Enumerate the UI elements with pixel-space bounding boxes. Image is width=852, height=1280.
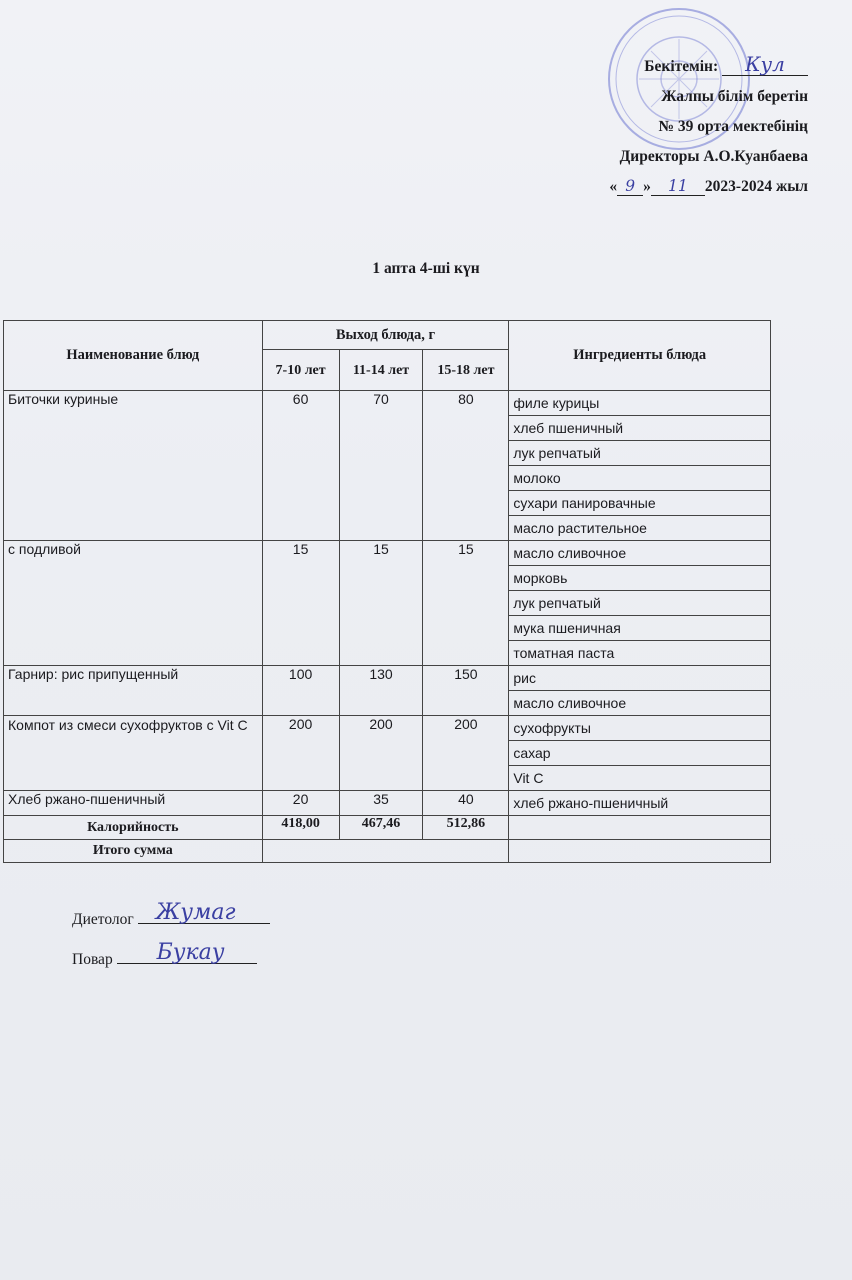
ingredient: хлеб пшеничный [509,416,771,441]
dish-yield-11-14: 70 [339,391,423,541]
dish-yield-15-18: 15 [423,541,509,666]
dish-yield-7-10: 200 [262,716,339,791]
date-quote-close: » [643,178,651,195]
ingredient: сухофрукты [509,716,771,741]
calories-7-10: 418,00 [262,816,339,840]
dish-yield-7-10: 20 [262,791,339,816]
dish-yield-15-18: 200 [423,716,509,791]
ingredient: лук репчатый [509,441,771,466]
dish-yield-7-10: 100 [262,666,339,716]
table-row [4,716,771,741]
dish-yield-15-18: 40 [423,791,509,816]
dish-name: с подливой [4,541,263,666]
ingredient: хлеб ржано-пшеничный [509,791,771,816]
cook-signature-row [72,940,270,980]
dish-yield-11-14: 130 [339,666,423,716]
ingredient: Vit C [509,766,771,791]
date-year: 2023-2024 жыл [704,178,808,195]
date-month [651,178,705,196]
ingredient: рис [509,666,771,691]
signatures-block [72,900,270,980]
approval-label: Бекітемін: [644,58,719,75]
dietitian-signature-line [138,900,270,925]
header-age-15-18: 15-18 лет [423,350,509,391]
dish-yield-11-14: 200 [339,716,423,791]
approval-line-4: Директоры А.О.Куанбаева [619,148,808,165]
dish-name: Гарнир: рис припущенный [4,666,263,716]
table-row [4,791,771,816]
ingredient: молоко [509,466,771,491]
director-signature-line [722,52,808,76]
approval-line-1 [508,52,808,82]
dish-yield-11-14: 35 [339,791,423,816]
cook-signature: Букау [156,940,225,965]
date-day [617,178,643,196]
header-dish-name: Наименование блюд [4,321,263,391]
ingredient: масло растительное [509,516,771,541]
ingredient: масло сливочное [509,541,771,566]
ingredient: лук репчатый [509,591,771,616]
header-row-1 [4,321,771,350]
dietitian-label: Диетолог [72,911,134,928]
cook-label: Повар [72,951,113,968]
ingredient: мука пшеничная [509,616,771,641]
dietitian-signature: Жумаг [155,900,236,925]
dish-yield-11-14: 15 [339,541,423,666]
approval-line-3: № 39 орта мектебінің [658,118,808,135]
table-row [4,541,771,566]
ingredient: масло сливочное [509,691,771,716]
approval-block [508,52,808,202]
date-quote-open: « [609,178,618,195]
ingredient: филе курицы [509,391,771,416]
dietitian-signature-row [72,900,270,940]
table-row [4,391,771,416]
dish-yield-7-10: 15 [262,541,339,666]
menu-table [3,320,771,863]
ingredient: томатная паста [509,641,771,666]
approval-line-2: Жалпы білім беретін [661,88,808,105]
dish-yield-15-18: 80 [423,391,509,541]
total-row [4,840,771,863]
ingredient: сухари панировачные [509,491,771,516]
date-day-value: 9 [625,177,636,195]
header-age-7-10: 7-10 лет [262,350,339,391]
calories-15-18: 512,86 [423,816,509,840]
calories-11-14: 467,46 [339,816,423,840]
total-value-cell [262,840,509,863]
header-yield: Выход блюда, г [262,321,509,350]
calories-label: Калорийность [4,816,263,840]
ingredient: морковь [509,566,771,591]
dish-name: Биточки куриные [4,391,263,541]
director-signature: Кул [745,52,785,76]
approval-date-line [508,172,808,202]
dish-yield-7-10: 60 [262,391,339,541]
date-month-value: 11 [668,177,688,195]
ingredient: сахар [509,741,771,766]
dish-name: Компот из смеси сухофруктов с Vit C [4,716,263,791]
total-label: Итого сумма [4,840,263,863]
dish-yield-15-18: 150 [423,666,509,716]
calories-empty-cell [509,816,771,840]
header-ingredients: Ингредиенты блюда [509,321,771,391]
calories-row [4,816,771,840]
table-row [4,666,771,691]
cook-signature-line [117,940,257,965]
total-empty-cell [509,840,771,863]
page-title: 1 апта 4-ші күн [372,260,480,277]
header-age-11-14: 11-14 лет [339,350,423,391]
dish-name: Хлеб ржано-пшеничный [4,791,263,816]
